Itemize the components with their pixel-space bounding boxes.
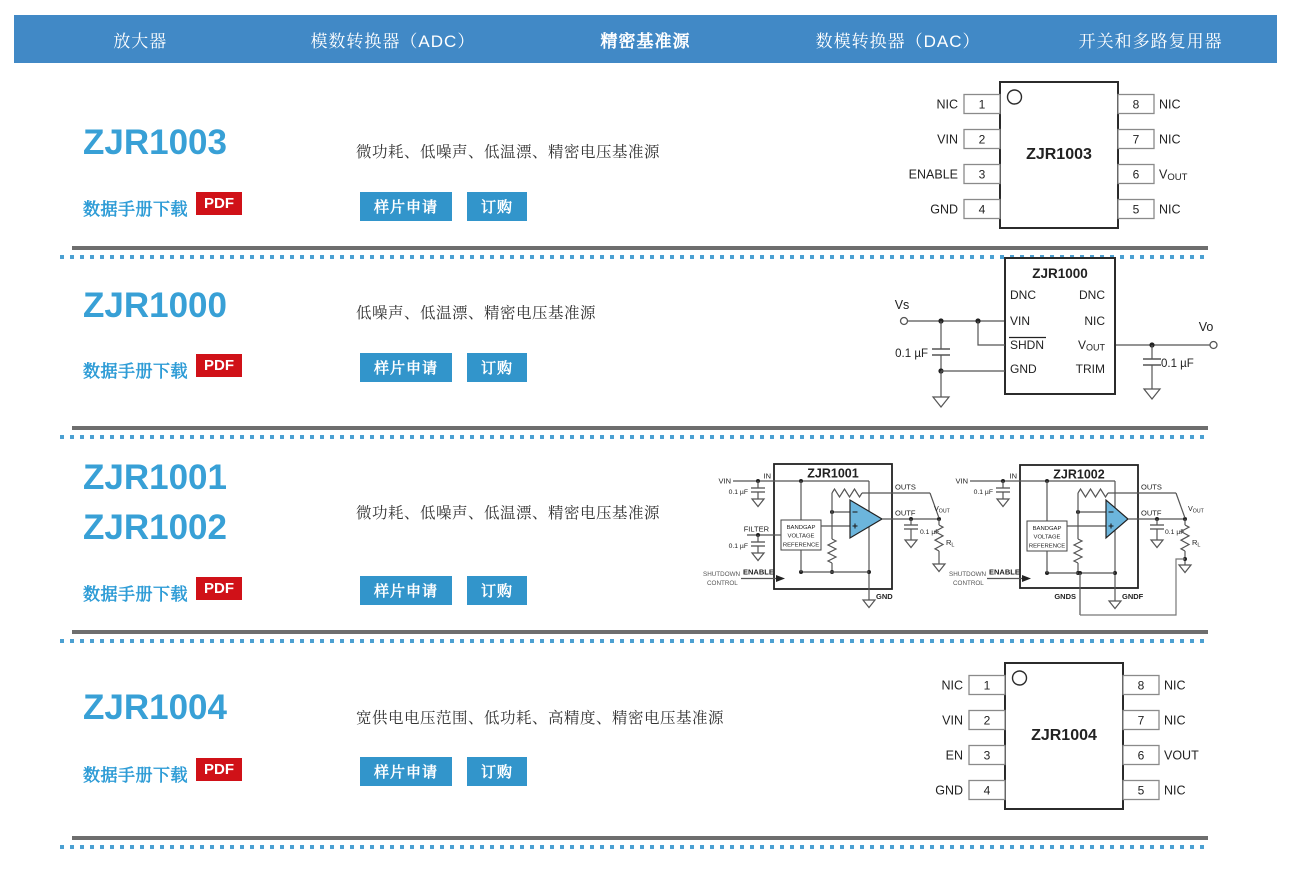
product-description: 低噪声、低温漂、精密电压基准源 xyxy=(356,305,597,322)
svg-text:IN: IN xyxy=(763,471,771,481)
svg-text:RL: $R_L$ xyxy=(946,538,955,549)
svg-text:GNDS: GNDS xyxy=(1054,592,1076,601)
svg-text:GND: GND xyxy=(930,202,958,217)
svg-text:NIC: NIC xyxy=(1159,202,1181,217)
svg-text:SHDN: SHDN xyxy=(1010,338,1045,352)
svg-text:0.1 µF: 0.1 µF xyxy=(1161,358,1194,370)
ground-icon xyxy=(863,600,875,608)
svg-text:BANDGAP: BANDGAP xyxy=(1032,526,1062,532)
output-terminal-icon xyxy=(1210,342,1217,349)
svg-text:CONTROL: CONTROL xyxy=(707,580,738,587)
svg-text:8: 8 xyxy=(1132,97,1140,112)
svg-text:NIC: NIC xyxy=(941,678,963,693)
ground-icon xyxy=(1109,601,1121,609)
datasheet-link[interactable]: 数据手册下载 xyxy=(83,766,188,785)
svg-text:DNC: DNC xyxy=(1079,288,1105,302)
svg-text:ZJR1001: ZJR1001 xyxy=(807,466,859,481)
sample-request-button[interactable]: 样片申请 xyxy=(360,192,452,221)
svg-text:VOUT: VOUT xyxy=(1159,167,1188,183)
svg-text:TRIM: TRIM xyxy=(1075,362,1105,376)
pdf-badge[interactable]: PDF xyxy=(196,577,242,600)
datasheet-link[interactable]: 数据手册下载 xyxy=(83,585,188,604)
svg-text:ZJR1000: ZJR1000 xyxy=(1032,266,1088,281)
ground-icon xyxy=(752,499,764,507)
svg-text:IN: IN xyxy=(1009,471,1017,481)
ground-icon xyxy=(1144,389,1160,399)
divider-solid xyxy=(72,836,1208,840)
divider-dotted xyxy=(60,435,1210,439)
svg-text:GND: GND xyxy=(935,783,963,798)
datasheet-link[interactable]: 数据手册下载 xyxy=(83,362,188,381)
diagram-zjr1002-block xyxy=(932,449,1227,632)
chip-pinout-svg xyxy=(900,78,1210,233)
svg-text:2: 2 xyxy=(978,132,986,147)
svg-text:REFERENCE: REFERENCE xyxy=(782,542,820,549)
product-title-zjr1004: ZJR1004 xyxy=(83,688,227,727)
svg-text:2: 2 xyxy=(983,713,991,728)
svg-text:BANDGAP: BANDGAP xyxy=(786,525,816,531)
product-description: 宽供电电压范围、低功耗、高精度、精密电压基准源 xyxy=(356,710,725,727)
diagram-zjr1000-application-circuit xyxy=(858,250,1278,430)
svg-text:VIN: VIN xyxy=(937,132,958,147)
svg-text:VIN: VIN xyxy=(718,476,731,486)
divider-dotted xyxy=(60,845,1210,849)
nav-item-amplifiers[interactable]: 放大器 xyxy=(113,31,168,51)
input-terminal-icon xyxy=(901,318,908,325)
svg-text:4: 4 xyxy=(983,783,991,798)
ground-icon xyxy=(905,540,917,548)
svg-text:5: 5 xyxy=(1137,783,1145,798)
nav-item-switches-mux[interactable]: 开关和多路复用器 xyxy=(1078,31,1223,51)
svg-text:ZJR1003: ZJR1003 xyxy=(1026,146,1092,163)
nav-item-dac[interactable]: 数模转换器（DAC） xyxy=(815,31,981,51)
order-button[interactable]: 订购 xyxy=(467,576,527,605)
svg-text:1: 1 xyxy=(983,678,991,693)
order-button[interactable]: 订购 xyxy=(467,353,527,382)
svg-text:ENABLE: ENABLE xyxy=(743,567,774,577)
svg-text:SHUTDOWN: SHUTDOWN xyxy=(949,571,987,578)
svg-text:GNDF: GNDF xyxy=(1122,592,1144,601)
ground-icon xyxy=(1151,540,1163,548)
svg-text:VOLTAGE: VOLTAGE xyxy=(1033,534,1061,541)
ground-icon xyxy=(997,499,1009,507)
top-nav-bar xyxy=(14,15,1277,63)
svg-text:4: 4 xyxy=(978,202,986,217)
product-title-zjr1001: ZJR1001 xyxy=(83,458,227,497)
chip-pinout-svg xyxy=(905,659,1215,814)
divider-solid xyxy=(72,426,1208,430)
sample-request-button[interactable]: 样片申请 xyxy=(360,353,452,382)
svg-text:0.1 µF: 0.1 µF xyxy=(920,529,940,536)
svg-text:ZJR1002: ZJR1002 xyxy=(1053,467,1105,482)
svg-text:Vs: Vs xyxy=(894,298,910,312)
svg-text:DNC: DNC xyxy=(1010,288,1036,302)
svg-text:VOUT: $V_{OUT}$ xyxy=(1188,504,1204,515)
diagram-zjr1003-pinout xyxy=(900,78,1210,238)
svg-text:GND: GND xyxy=(876,592,893,601)
svg-text:0.1 µF: 0.1 µF xyxy=(895,348,928,360)
svg-text:ENABLE: ENABLE xyxy=(989,567,1020,577)
product-description: 微功耗、低噪声、低温漂、精密电压基准源 xyxy=(356,144,661,161)
svg-text:3: 3 xyxy=(978,167,986,182)
divider-dotted xyxy=(60,639,1210,643)
svg-text:REFERENCE: REFERENCE xyxy=(1028,543,1066,550)
order-button[interactable]: 订购 xyxy=(467,192,527,221)
nav-item-precision-references[interactable]: 精密基准源 xyxy=(600,31,691,51)
ground-icon xyxy=(933,397,949,407)
svg-text:NIC: NIC xyxy=(1159,132,1181,147)
svg-text:OUTF: OUTF xyxy=(895,508,916,518)
svg-text:SHUTDOWN: SHUTDOWN xyxy=(703,571,741,578)
block-diagram-svg xyxy=(697,449,962,621)
svg-text:NIC: NIC xyxy=(1159,97,1181,112)
ground-icon xyxy=(752,553,764,561)
svg-text:VOUT: VOUT xyxy=(1077,338,1105,353)
svg-text:OUTS: OUTS xyxy=(895,482,916,492)
datasheet-link[interactable]: 数据手册下载 xyxy=(83,200,188,219)
svg-text:NIC: NIC xyxy=(1164,678,1186,693)
svg-text:NIC: NIC xyxy=(1084,314,1105,328)
svg-text:7: 7 xyxy=(1132,132,1140,147)
pdf-badge[interactable]: PDF xyxy=(196,758,242,781)
pdf-badge[interactable]: PDF xyxy=(196,192,242,215)
svg-text:VIN: VIN xyxy=(955,476,968,486)
svg-text:7: 7 xyxy=(1137,713,1145,728)
svg-text:NIC: NIC xyxy=(1164,783,1186,798)
order-button[interactable]: 订购 xyxy=(467,757,527,786)
product-title-zjr1002: ZJR1002 xyxy=(83,508,227,547)
svg-text:5: 5 xyxy=(1132,202,1140,217)
svg-text:GND: GND xyxy=(1010,362,1037,376)
svg-text:0.1 µF: 0.1 µF xyxy=(1165,529,1185,536)
diagram-zjr1001-block xyxy=(697,449,962,626)
diagram-zjr1004-pinout xyxy=(905,659,1215,819)
svg-text:8: 8 xyxy=(1137,678,1145,693)
svg-text:Vo: Vo xyxy=(1198,320,1214,334)
svg-text:OUTS: OUTS xyxy=(1141,482,1162,492)
svg-text:VOUT: VOUT xyxy=(1164,748,1199,763)
svg-text:VIN: VIN xyxy=(942,713,963,728)
svg-text:VOLTAGE: VOLTAGE xyxy=(787,533,815,540)
svg-text:FILTER: FILTER xyxy=(743,524,769,534)
svg-text:RL: $R_L$ xyxy=(1192,538,1201,549)
svg-text:CONTROL: CONTROL xyxy=(953,580,984,587)
svg-text:3: 3 xyxy=(983,748,991,763)
svg-text:NIC: NIC xyxy=(936,97,958,112)
svg-text:VOUT: $V_{OUT}$ xyxy=(934,504,950,515)
nav-item-adc[interactable]: 模数转换器（ADC） xyxy=(310,31,476,51)
application-circuit-svg xyxy=(858,250,1278,425)
svg-text:ZJR1004: ZJR1004 xyxy=(1031,727,1097,744)
svg-text:0.1 µF: 0.1 µF xyxy=(728,543,748,550)
svg-text:NIC: NIC xyxy=(1164,713,1186,728)
sample-request-button[interactable]: 样片申请 xyxy=(360,757,452,786)
svg-text:6: 6 xyxy=(1132,167,1140,182)
svg-text:0.1 µF: 0.1 µF xyxy=(728,489,748,496)
svg-text:0.1 µF: 0.1 µF xyxy=(973,489,993,496)
pdf-badge[interactable]: PDF xyxy=(196,354,242,377)
block-diagram-svg xyxy=(932,449,1227,627)
svg-text:6: 6 xyxy=(1137,748,1145,763)
svg-text:OUTF: OUTF xyxy=(1141,508,1162,518)
product-description: 微功耗、低噪声、低温漂、精密电压基准源 xyxy=(356,505,661,522)
svg-text:1: 1 xyxy=(978,97,986,112)
divider-solid xyxy=(72,630,1208,634)
svg-text:VIN: VIN xyxy=(1010,314,1031,328)
svg-text:EN: EN xyxy=(945,748,963,763)
sample-request-button[interactable]: 样片申请 xyxy=(360,576,452,605)
product-title-zjr1000: ZJR1000 xyxy=(83,286,227,325)
ground-icon xyxy=(1179,565,1191,573)
product-title-zjr1003: ZJR1003 xyxy=(83,123,227,162)
svg-text:ENABLE: ENABLE xyxy=(908,167,958,182)
